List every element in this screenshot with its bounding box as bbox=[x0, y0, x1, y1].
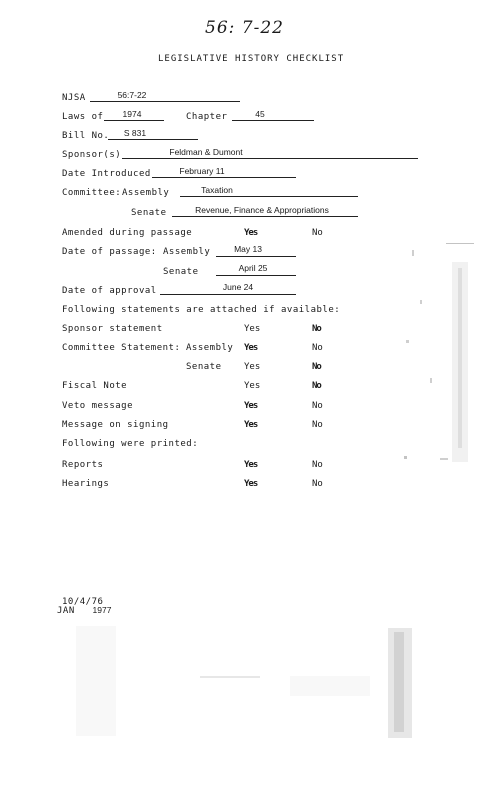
bill-value: S 831 bbox=[123, 128, 147, 138]
committee-senate-underline bbox=[172, 216, 358, 217]
date-introduced-underline bbox=[152, 177, 296, 178]
committee-senate-value: Revenue, Finance & Appropriations bbox=[195, 205, 329, 215]
message-signing-yes: Yes bbox=[244, 420, 258, 430]
approval-label: Date of approval bbox=[62, 286, 157, 296]
handwritten-citation: 56: 7-22 bbox=[205, 18, 284, 38]
committee-assembly-label: Assembly bbox=[122, 188, 170, 198]
passage-senate-underline bbox=[216, 275, 296, 276]
date-introduced-value: February 11 bbox=[179, 166, 225, 176]
reports-label: Reports bbox=[62, 460, 104, 470]
passage-assembly-value: May 13 bbox=[234, 244, 262, 254]
committee-assembly-underline bbox=[180, 196, 358, 197]
passage-senate-value: April 25 bbox=[238, 263, 268, 273]
sponsor-underline bbox=[122, 158, 418, 159]
laws-label: Laws of bbox=[62, 112, 104, 122]
sponsor-value: Feldman & Dumont bbox=[169, 147, 243, 157]
passage-assembly-label: Assembly bbox=[163, 247, 211, 257]
amended-yes: Yes bbox=[244, 228, 258, 238]
committee-senate-label: Senate bbox=[131, 208, 167, 218]
committee-statement-senate-yes: Yes bbox=[244, 362, 261, 372]
printed-heading: Following were printed: bbox=[62, 439, 199, 449]
chapter-label: Chapter bbox=[186, 112, 228, 122]
fiscal-note-label: Fiscal Note bbox=[62, 381, 128, 391]
amended-label: Amended during passage bbox=[62, 228, 193, 238]
passage-label: Date of passage: bbox=[62, 247, 157, 257]
njsa-label: NJSA bbox=[62, 93, 86, 103]
committee-statement-senate-label: Senate bbox=[186, 362, 222, 372]
approval-value: June 24 bbox=[222, 282, 254, 292]
reports-yes: Yes bbox=[244, 460, 258, 470]
committee-statement-assembly-yes: Yes bbox=[244, 343, 258, 353]
veto-message-label: Veto message bbox=[62, 401, 134, 411]
sponsor-statement-no: No bbox=[312, 324, 321, 334]
footer-date: 10/4/76 bbox=[62, 597, 104, 607]
veto-message-no: No bbox=[312, 401, 323, 411]
message-signing-label: Message on signing bbox=[62, 420, 169, 430]
committee-statement-senate-no: No bbox=[312, 362, 321, 372]
laws-underline bbox=[104, 120, 164, 121]
fiscal-note-no: No bbox=[312, 381, 321, 391]
committee-statement-assembly-label: Assembly bbox=[186, 343, 234, 353]
page-title: LEGISLATIVE HISTORY CHECKLIST bbox=[158, 54, 345, 64]
sponsor-label: Sponsor(s) bbox=[62, 150, 122, 160]
njsa-value: 56:7-22 bbox=[117, 90, 147, 100]
committee-assembly-value: Taxation bbox=[201, 185, 233, 195]
passage-assembly-underline bbox=[216, 256, 296, 257]
hearings-yes: Yes bbox=[244, 479, 258, 489]
footer-year: 1977 bbox=[92, 605, 112, 615]
hearings-no: No bbox=[312, 479, 323, 489]
hearings-label: Hearings bbox=[62, 479, 110, 489]
amended-no: No bbox=[312, 228, 323, 238]
committee-statement-label: Committee Statement: bbox=[62, 343, 181, 353]
fiscal-note-yes: Yes bbox=[244, 381, 261, 391]
committee-label: Committee: bbox=[62, 188, 122, 198]
message-signing-no: No bbox=[312, 420, 323, 430]
sponsor-statement-label: Sponsor statement bbox=[62, 324, 163, 334]
njsa-underline bbox=[90, 101, 240, 102]
sponsor-statement-yes: Yes bbox=[244, 324, 261, 334]
approval-underline bbox=[160, 294, 296, 295]
veto-message-yes: Yes bbox=[244, 401, 258, 411]
passage-senate-label: Senate bbox=[163, 267, 199, 277]
chapter-underline bbox=[232, 120, 314, 121]
committee-statement-assembly-no: No bbox=[312, 343, 323, 353]
bill-underline bbox=[108, 139, 198, 140]
reports-no: No bbox=[312, 460, 323, 470]
attached-heading: Following statements are attached if available: bbox=[62, 305, 341, 315]
date-introduced-label: Date Introduced bbox=[62, 169, 151, 179]
chapter-value: 45 bbox=[255, 109, 265, 119]
bill-label: Bill No. bbox=[62, 131, 110, 141]
footer-month: JAN bbox=[57, 606, 75, 616]
laws-value: 1974 bbox=[122, 109, 142, 119]
